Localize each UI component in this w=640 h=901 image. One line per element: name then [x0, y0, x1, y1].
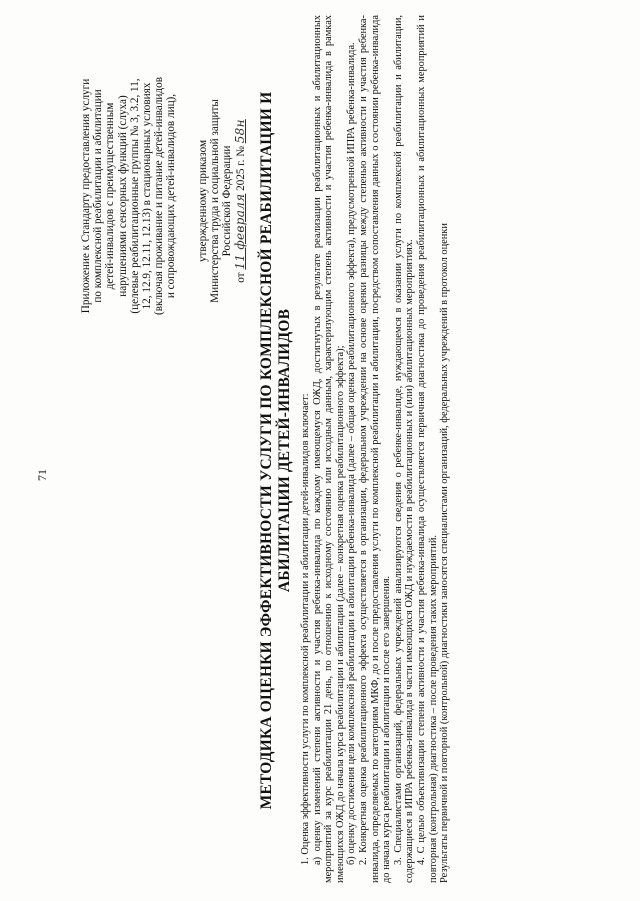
approval-line: Министерства труда и социальной защиты: [209, 99, 222, 303]
paragraph: 2. Конкретная оценка реабилитационного эффекта осуществляется в организации, федеральном учреждении на основе оценки разницы между степенью активности и участия ребенка-инвалида, определяемых по категориям МКФ, до и после предоставления услуги по комплексной реабилитации и абилитации, посредством сопоставления данных о состоянии ребенка-инвалида до начала курса реабилитации и абилитации и после его завершения.: [357, 15, 393, 883]
paragraph: Результаты первичной и повторной (контрольной) диагностики заносятся специалистами организаций, федеральных учреждений в протокол оценки: [439, 223, 451, 883]
title-line: АБИЛИТАЦИИ ДЕТЕЙ-ИНВАЛИДОВ: [276, 308, 293, 593]
approval-line: Российской Федерации: [221, 145, 234, 257]
appendix-line: детей-инвалидов с преимущественным: [104, 102, 117, 290]
appendix-line: 12, 12.9, 12.11, 12.13) в стационарных условиях: [141, 82, 154, 310]
title-line: МЕТОДИКА ОЦЕНКИ ЭФФЕКТИВНОСТИ УСЛУГИ ПО КОМПЛЕКСНОЙ РЕАБИЛИТАЦИИ И: [258, 91, 275, 810]
appendix-line: Приложение к Стандарту предоставления услуги: [80, 78, 92, 314]
paragraph: а) оценку изменений степени активности и участия ребенка-инвалида по каждому имеющемуся ОЖД, достигнутых в результате реализации реабилитационных и абилитационных мероприятий за курс реабилитации 21 день, по отношению к исходному состоянию или исходным данным, характеризующим степень активности и участия ребенка-инвалида в рамках имеющихся ОЖД до начала курса реабилитации и абилитации (далее – конкретная оценка реабилитационного эффекта);: [311, 15, 346, 883]
document-body: [300, 15, 451, 883]
appendix-line: (включая проживание и питание детей-инвалидов: [153, 77, 166, 315]
date-year: 2025 г. №: [234, 146, 247, 191]
handwritten-order-number: 58н: [232, 119, 247, 144]
appendix-line: нарушениями сенсорных функций (слуха): [116, 95, 129, 297]
appendix-line: и сопровождающих детей-инвалидов лиц),: [165, 93, 178, 299]
appendix-line: (целевые реабилитационные группы № 3, 3.2, 11,: [128, 78, 141, 314]
page-number: 71: [35, 469, 49, 481]
paragraph: 1. Оценка эффективности услуги по комплексной реабилитации и абилитации детей-инвалидов включает:: [300, 393, 311, 865]
handwritten-date: 11 февраля: [232, 193, 247, 270]
approval-line: утвержденному приказом: [197, 139, 209, 263]
approval-date-line: [234, 6, 247, 396]
appendix-line: по комплексной реабилитации и абилитации: [92, 89, 105, 303]
approval-block: [197, 6, 247, 396]
paragraph: 3. Специалистами организаций, федеральных учреждений анализируются сведения о ребенке-инвалиде, нуждающемся в оказании услуги по комплексной реабилитации и абилитации, содержащиеся в ИПРА ребенка-инвалида в части имеющихся ОЖД и нуждаемости в реабилитационных и (или) абилитационных мероприятиях.: [392, 15, 416, 883]
appendix-header: [80, 46, 178, 346]
paragraph: б) оценку достижения цели комплексной реабилитации и абилитации ребенка-инвалида (далее – общая оценка реабилитационного эффекта), предусмотренной ИПРА ребенка-инвалида.: [346, 42, 358, 865]
document-title: [258, 0, 294, 901]
paragraph: 4. С целью объективизации степени активности и участия ребенка-инвалида осуществляется первичная диагностика до проведения реабилитационных и абилитационных мероприятий и повторная (контрольная) диагностика – после проведения таких мероприятий.: [415, 15, 439, 883]
date-prefix: от: [234, 272, 247, 283]
